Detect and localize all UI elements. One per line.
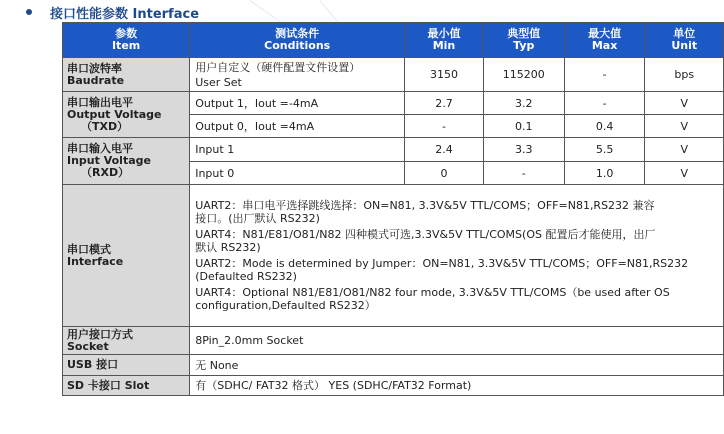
cell-min: 3150 (405, 58, 484, 92)
cell-max: 0.4 (564, 115, 645, 138)
table-row (63, 92, 724, 115)
header-conditions: 测试条件 Conditions (190, 23, 405, 58)
cell-unit: V (645, 115, 724, 138)
bullet-icon (26, 9, 32, 15)
cell-unit: bps (645, 58, 724, 92)
cell-socket-value: 8Pin_2.0mm Socket (190, 327, 724, 355)
cell-typ: 3.2 (483, 92, 564, 115)
cell-unit: V (645, 138, 724, 162)
param-baudrate: 串口波特率 Baudrate (63, 58, 190, 92)
param-usb: USB 接口 (63, 355, 190, 376)
section-title: 接口性能参数 Interface (50, 6, 200, 22)
param-sd-slot: SD 卡接口 Slot (63, 376, 190, 396)
cell-unit: V (645, 92, 724, 115)
interface-description: UART2：串口电平选择跳线选择：ON=N81, 3.3V&5V TTL/COMS；OFF=N81,RS232 兼容 接口。(出厂默认 RS232) UART4：N81/E81/O81/N82 四种模式可选,3.3V&5V TTL/COMS(OS 配置后才能使用，出厂 默认 RS232) UART2：Mode is determined by Jumper：ON=N81, 3.3V&5V TTL/COMS；OFF=N81,RS232 (Defaulted RS232) UART4：Optional N81/E81/O81/N82 four mode, 3.3V&5V TTL/COMS（be used after OS configuration,Defaulted RS232） (190, 185, 724, 327)
cell-min: 2.4 (405, 138, 484, 162)
cell-typ: 115200 (483, 58, 564, 92)
cell-condition: Output 0，Iout =4mA (190, 115, 405, 138)
cell-typ: 3.3 (483, 138, 564, 162)
table-row (63, 355, 724, 376)
table-row (63, 58, 724, 92)
table-row (63, 185, 724, 327)
cell-condition: Input 0 (190, 162, 405, 185)
header-unit: 单位 Unit (645, 23, 724, 58)
cell-condition: 用户自定义（硬件配置文件设置） User Set (190, 58, 405, 92)
cell-condition: Input 1 (190, 138, 405, 162)
cell-max: 5.5 (564, 138, 645, 162)
table-row (63, 376, 724, 396)
table-header-row (63, 23, 724, 58)
cell-max: - (564, 92, 645, 115)
header-item: 参数 Item (63, 23, 190, 58)
param-interface: 串口模式 Interface (63, 185, 190, 327)
cell-min: - (405, 115, 484, 138)
cell-unit: V (645, 162, 724, 185)
cell-condition: Output 1，Iout =-4mA (190, 92, 405, 115)
cell-usb-value: 无 None (190, 355, 724, 376)
param-input-voltage: 串口输入电平 Input Voltage （RXD） (63, 138, 190, 185)
table-row (63, 138, 724, 162)
cell-max: - (564, 58, 645, 92)
header-max: 最大值 Max (564, 23, 645, 58)
cell-typ: 0.1 (483, 115, 564, 138)
cell-min: 2.7 (405, 92, 484, 115)
cell-min: 0 (405, 162, 484, 185)
param-output-voltage: 串口输出电平 Output Voltage （TXD） (63, 92, 190, 138)
cell-max: 1.0 (564, 162, 645, 185)
header-min: 最小值 Min (405, 23, 484, 58)
param-socket: 用户接口方式 Socket (63, 327, 190, 355)
interface-spec-table (62, 22, 724, 396)
cell-sd-value: 有（SDHC/ FAT32 格式） YES (SDHC/FAT32 Format) (190, 376, 724, 396)
table-row (63, 327, 724, 355)
section-heading (26, 2, 199, 22)
header-typ: 典型值 Typ (483, 23, 564, 58)
cell-typ: - (483, 162, 564, 185)
